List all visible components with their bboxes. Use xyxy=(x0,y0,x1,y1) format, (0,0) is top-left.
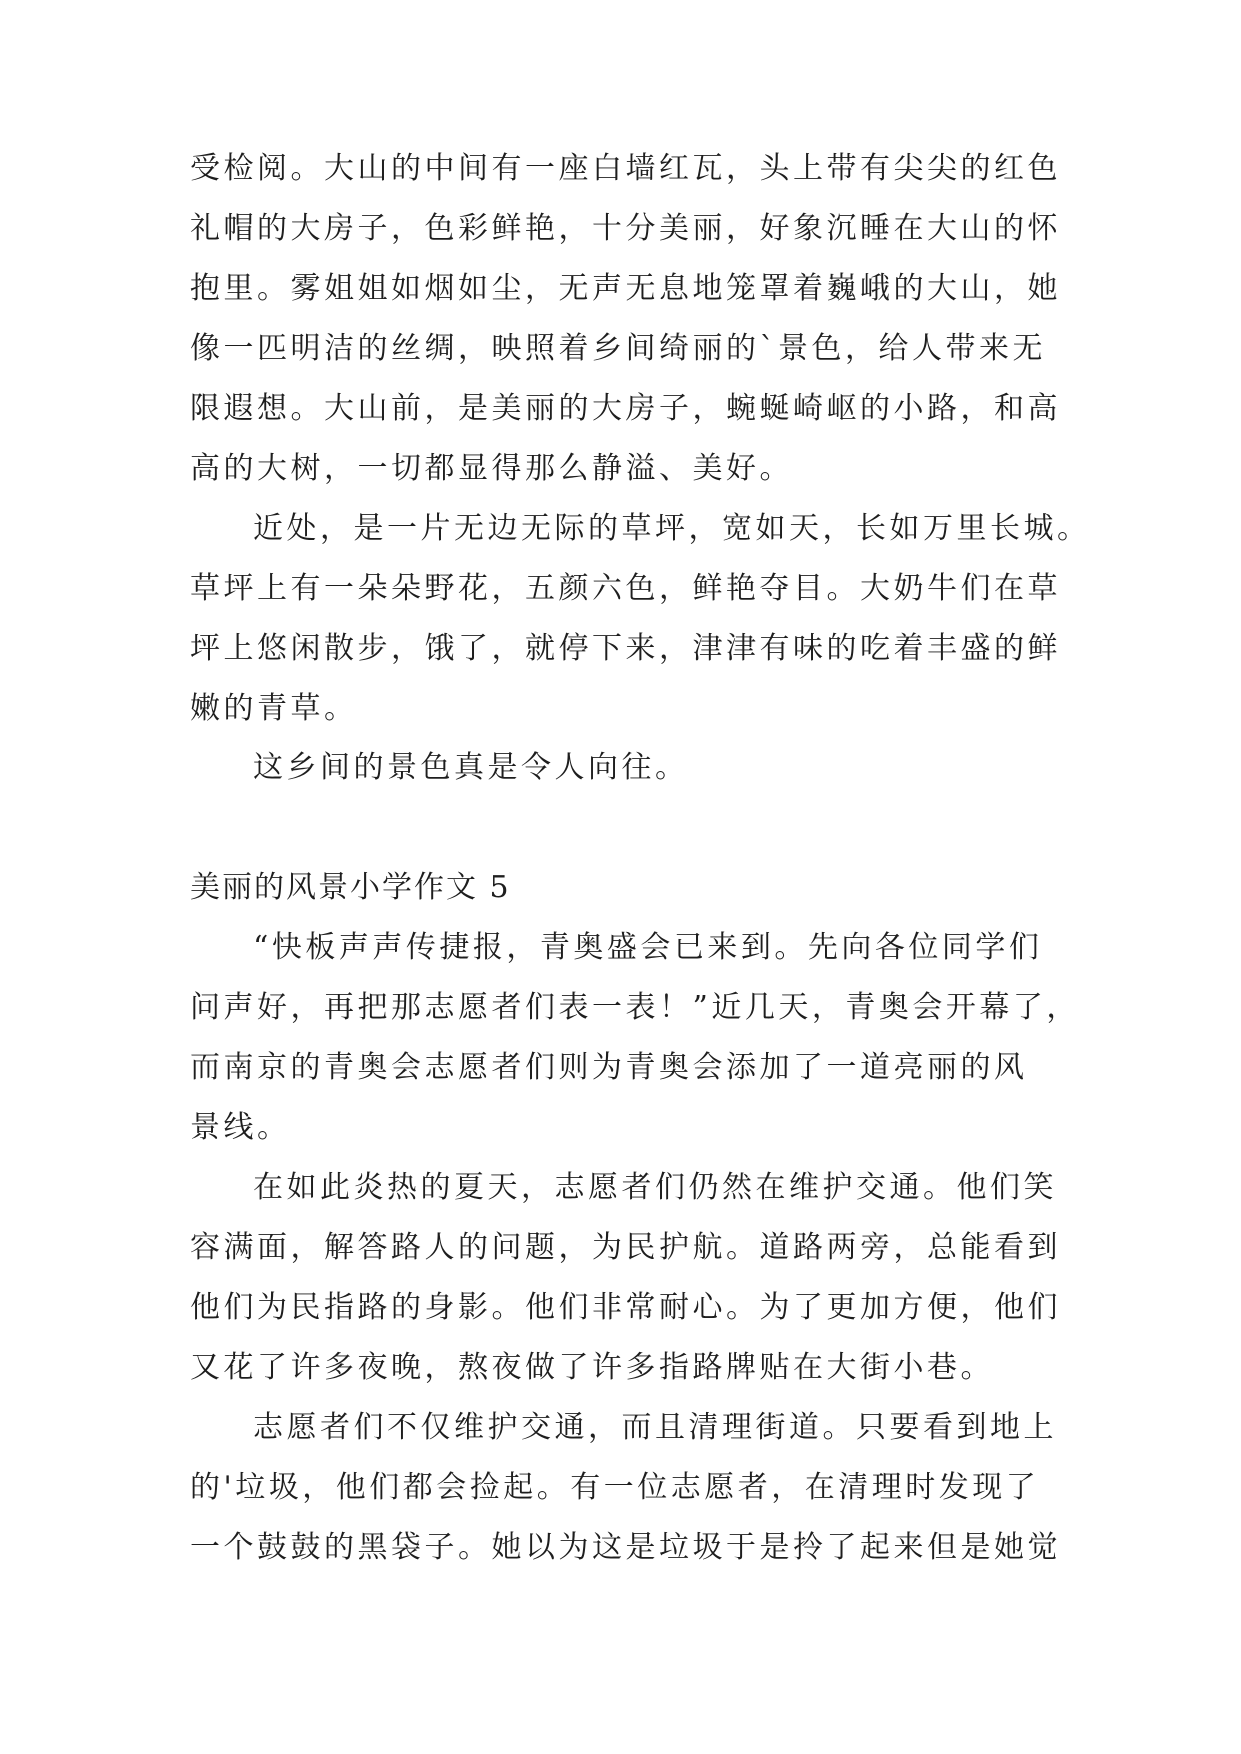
section-title: 美丽的风景小学作文 5 xyxy=(190,870,511,905)
paragraph-line: 的'垃圾，他们都会捡起。有一位志愿者，在清理时发现了 xyxy=(190,1470,1040,1505)
paragraph-line: 像一匹明洁的丝绸，映照着乡间绮丽的`景色，给人带来无 xyxy=(190,331,1046,366)
paragraph-line: 而南京的青奥会志愿者们则为青奥会添加了一道亮丽的风 xyxy=(190,1050,1028,1085)
paragraph-line: 坪上悠闲散步，饿了，就停下来，津津有味的吃着丰盛的鲜 xyxy=(190,631,1061,666)
paragraph-line: 景线。 xyxy=(190,1110,291,1145)
paragraph-line: 志愿者们不仅维护交通，而且清理街道。只要看到地上 xyxy=(253,1410,1057,1445)
paragraph-line: 草坪上有一朵朵野花，五颜六色，鲜艳夺目。大奶牛们在草 xyxy=(190,571,1061,606)
paragraph-line: 限遐想。大山前，是美丽的大房子，蜿蜒崎岖的小路，和高 xyxy=(190,391,1061,426)
paragraph-line: 又花了许多夜晚，熬夜做了许多指路牌贴在大街小巷。 xyxy=(190,1350,994,1385)
paragraph-line: 礼帽的大房子，色彩鲜艳，十分美丽，好象沉睡在大山的怀 xyxy=(190,211,1061,246)
paragraph-line: 高的大树，一切都显得那么静溢、美好。 xyxy=(190,451,793,486)
paragraph-line: “快板声声传捷报，青奥盛会已来到。先向各位同学们 xyxy=(253,930,1043,965)
paragraph-line: 容满面，解答路人的问题，为民护航。道路两旁，总能看到 xyxy=(190,1230,1061,1265)
paragraph-line: 这乡间的景色真是令人向往。 xyxy=(253,750,689,785)
paragraph-line: 在如此炎热的夏天，志愿者们仍然在维护交通。他们笑 xyxy=(253,1170,1057,1205)
paragraph-line: 受检阅。大山的中间有一座白墙红瓦，头上带有尖尖的红色 xyxy=(190,151,1061,186)
paragraph-line: 他们为民指路的身影。他们非常耐心。为了更加方便，他们 xyxy=(190,1290,1061,1325)
paragraph-line: 近处，是一片无边无际的草坪，宽如天，长如万里长城。 xyxy=(253,511,1091,546)
paragraph-line: 嫩的青草。 xyxy=(190,691,358,726)
paragraph-line: 问声好，再把那志愿者们表一表！”近几天，青奥会开幕了， xyxy=(190,990,1080,1025)
paragraph-line: 抱里。雾姐姐如烟如尘，无声无息地笼罩着巍峨的大山，她 xyxy=(190,271,1061,306)
paragraph-line: 一个鼓鼓的黑袋子。她以为这是垃圾于是拎了起来但是她觉 xyxy=(190,1530,1061,1565)
